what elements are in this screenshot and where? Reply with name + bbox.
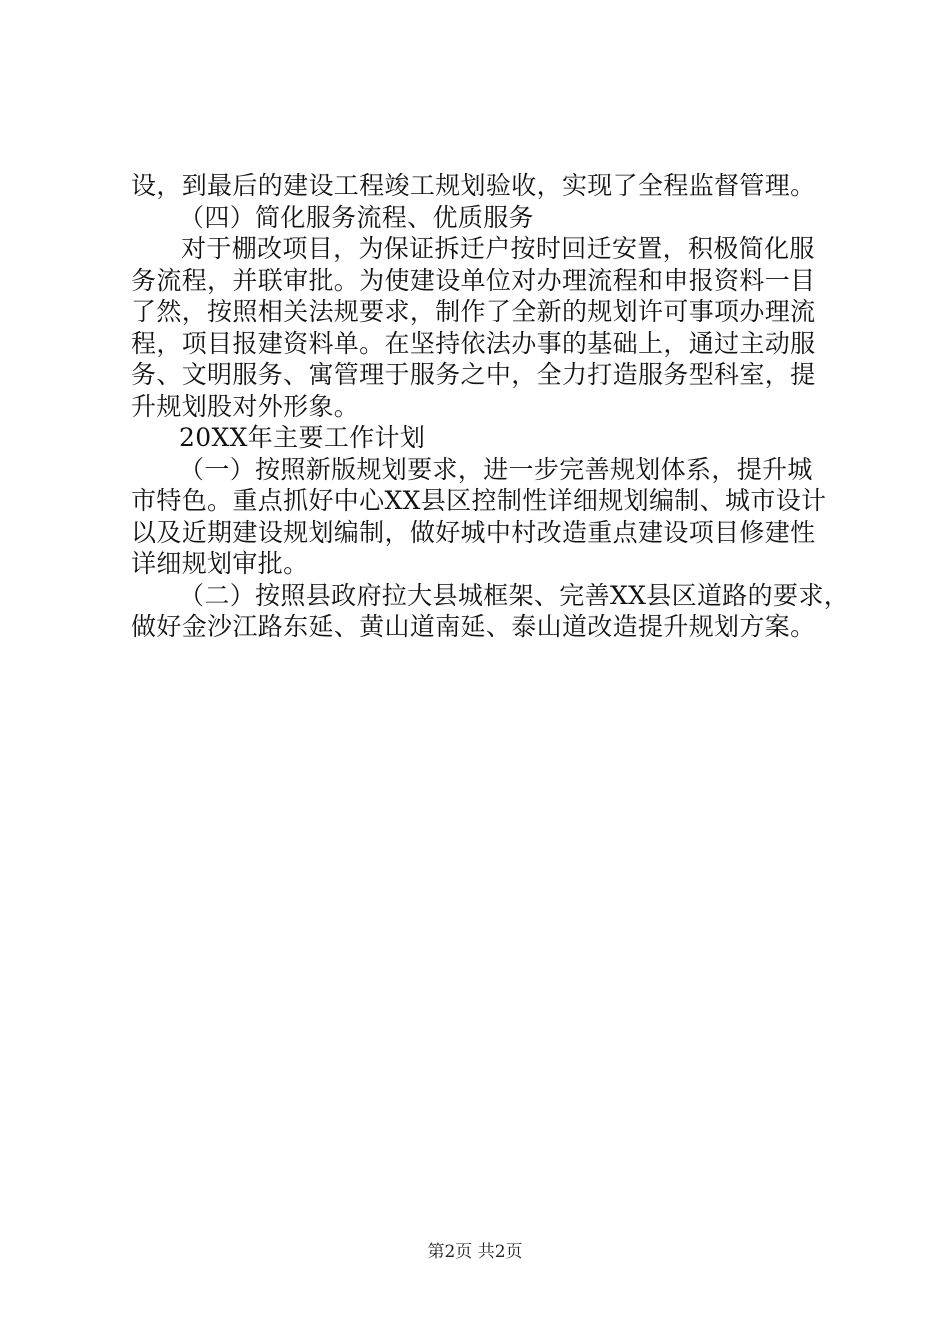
paragraph-line: 务、文明服务、寓管理于服务之中，全力打造服务型科室，提	[131, 360, 816, 389]
paragraph-line: 市特色。重点抓好中心XX县区控制性详细规划编制、城市设计	[131, 486, 827, 515]
paragraph-line: 务流程，并联审批。为使建设单位对办理流程和申报资料一目	[131, 265, 816, 295]
page-number-footer: 第2页 共2页	[427, 1242, 523, 1262]
section-heading: 20XX年主要工作计划	[179, 423, 426, 452]
paragraph-line: 设，到最后的建设工程竣工规划验收，实现了全程监督管理。	[131, 171, 816, 200]
document-body	[131, 170, 850, 643]
paragraph-line: 了然，按照相关法规要求，制作了全新的规划许可事项办理流	[131, 297, 816, 326]
paragraph-line: （二）按照县政府拉大县城框架、完善XX县区道路的要求，	[179, 580, 850, 610]
paragraph-line: 详细规划审批。	[131, 549, 309, 578]
paragraph-line: 程，项目报建资料单。在坚持依法办事的基础上，通过主动服	[131, 328, 816, 358]
paragraph-line: （一）按照新版规划要求，进一步完善规划体系，提升城	[179, 454, 813, 484]
paragraph-line: 升规划股对外形象。	[131, 391, 360, 421]
paragraph-line: 做好金沙江路东延、黄山道南延、泰山道改造提升规划方案。	[131, 612, 816, 641]
section-heading: （四）简化服务流程、优质服务	[179, 202, 534, 232]
paragraph-line: 对于棚改项目，为保证拆迁户按时回迁安置，积极简化服	[181, 234, 815, 263]
paragraph-line: 以及近期建设规划编制，做好城中村改造重点建设项目修建性	[131, 517, 816, 547]
